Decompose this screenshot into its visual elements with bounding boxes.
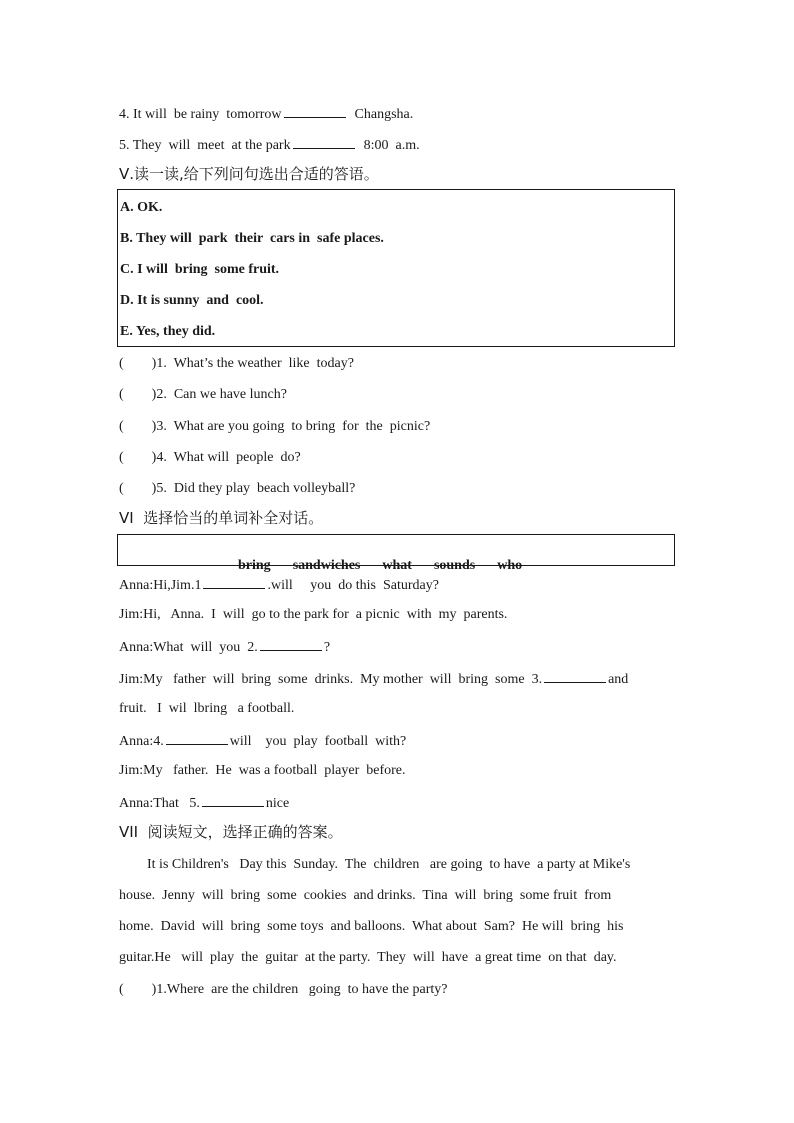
dialogue-line-3: Anna:What will you 2. ? — [119, 637, 330, 657]
match-question-3[interactable]: ( )3. What are you going to bring for the picnic? — [119, 419, 431, 434]
dialogue-line-2: Jim:Hi, Anna. I will go to the park for a picnic with my parents. — [119, 607, 508, 622]
word-bank-box — [117, 534, 675, 573]
match-question-4[interactable]: ( )4. What will people do? — [119, 450, 301, 465]
options-box — [117, 189, 675, 347]
passage-line-4: guitar.He will play the guitar at the party. They will have a great time on that day. — [119, 950, 617, 965]
dialogue-line-4: Jim:My father will bring some drinks. My mother will bring some 3. and — [119, 669, 628, 689]
question-4-end: Changsha. — [347, 107, 414, 122]
passage-line-3: home. David will bring some toys and balloons. What about Sam? He will bring his — [119, 919, 624, 934]
word-who: who — [497, 558, 523, 573]
question-4-text: 4. It will be rainy tomorrow — [119, 107, 282, 122]
option-d: D. It is sunny and cool. — [120, 293, 264, 308]
word-sandwiches: sandwiches — [292, 558, 361, 573]
dialogue-line-8: Anna:That 5. nice — [119, 793, 289, 813]
section-7-heading: VII 阅读短文，选择正确的答案。 — [119, 823, 343, 841]
question-5-end: 8:00 a.m. — [356, 138, 420, 153]
dialogue-blank-2[interactable] — [260, 637, 322, 651]
match-question-1[interactable]: ( )1. What’s the weather like today? — [119, 356, 354, 371]
word-sounds: sounds — [433, 558, 476, 573]
dialogue-line-1: Anna:Hi,Jim.1 .will you do this Saturday? — [119, 575, 439, 595]
option-a: A. OK. — [120, 200, 163, 215]
match-question-5[interactable]: ( )5. Did they play beach volleyball? — [119, 481, 356, 496]
answer-blank-5[interactable] — [293, 135, 355, 149]
option-c: C. I will bring some fruit. — [120, 262, 280, 277]
question-5 — [119, 135, 420, 155]
passage-line-1: It is Children's Day this Sunday. The children are going to have a party at Mike's — [119, 857, 631, 872]
dialogue-line-5: fruit. I wil lbring a football. — [119, 701, 295, 716]
question-4 — [119, 104, 413, 124]
match-question-2[interactable]: ( )2. Can we have lunch? — [119, 387, 287, 402]
section-6-heading: VI 选择恰当的单词补全对话。 — [119, 509, 324, 527]
reading-question-1[interactable]: ( )1.Where are the children going to have the party? — [119, 982, 448, 997]
dialogue-blank-5[interactable] — [202, 793, 264, 807]
section-5-heading: Ⅴ.读一读,给下列问句选出合适的答语。 — [119, 165, 379, 183]
dialogue-blank-3[interactable] — [544, 669, 606, 683]
passage-line-2: house. Jenny will bring some cookies and drinks. Tina will bring some fruit from — [119, 888, 612, 903]
dialogue-line-6: Anna:4. will you play football with? — [119, 731, 406, 751]
answer-blank-4[interactable] — [284, 104, 346, 118]
word-what: what — [382, 558, 412, 573]
word-bring: bring — [238, 558, 271, 573]
option-b: B. They will park their cars in safe places. — [120, 231, 384, 246]
question-5-text: 5. They will meet at the park — [119, 138, 291, 153]
option-e: E. Yes, they did. — [120, 324, 216, 339]
dialogue-line-7: Jim:My father. He was a football player before. — [119, 763, 406, 778]
dialogue-blank-4[interactable] — [166, 731, 228, 745]
dialogue-blank-1[interactable] — [203, 575, 265, 589]
